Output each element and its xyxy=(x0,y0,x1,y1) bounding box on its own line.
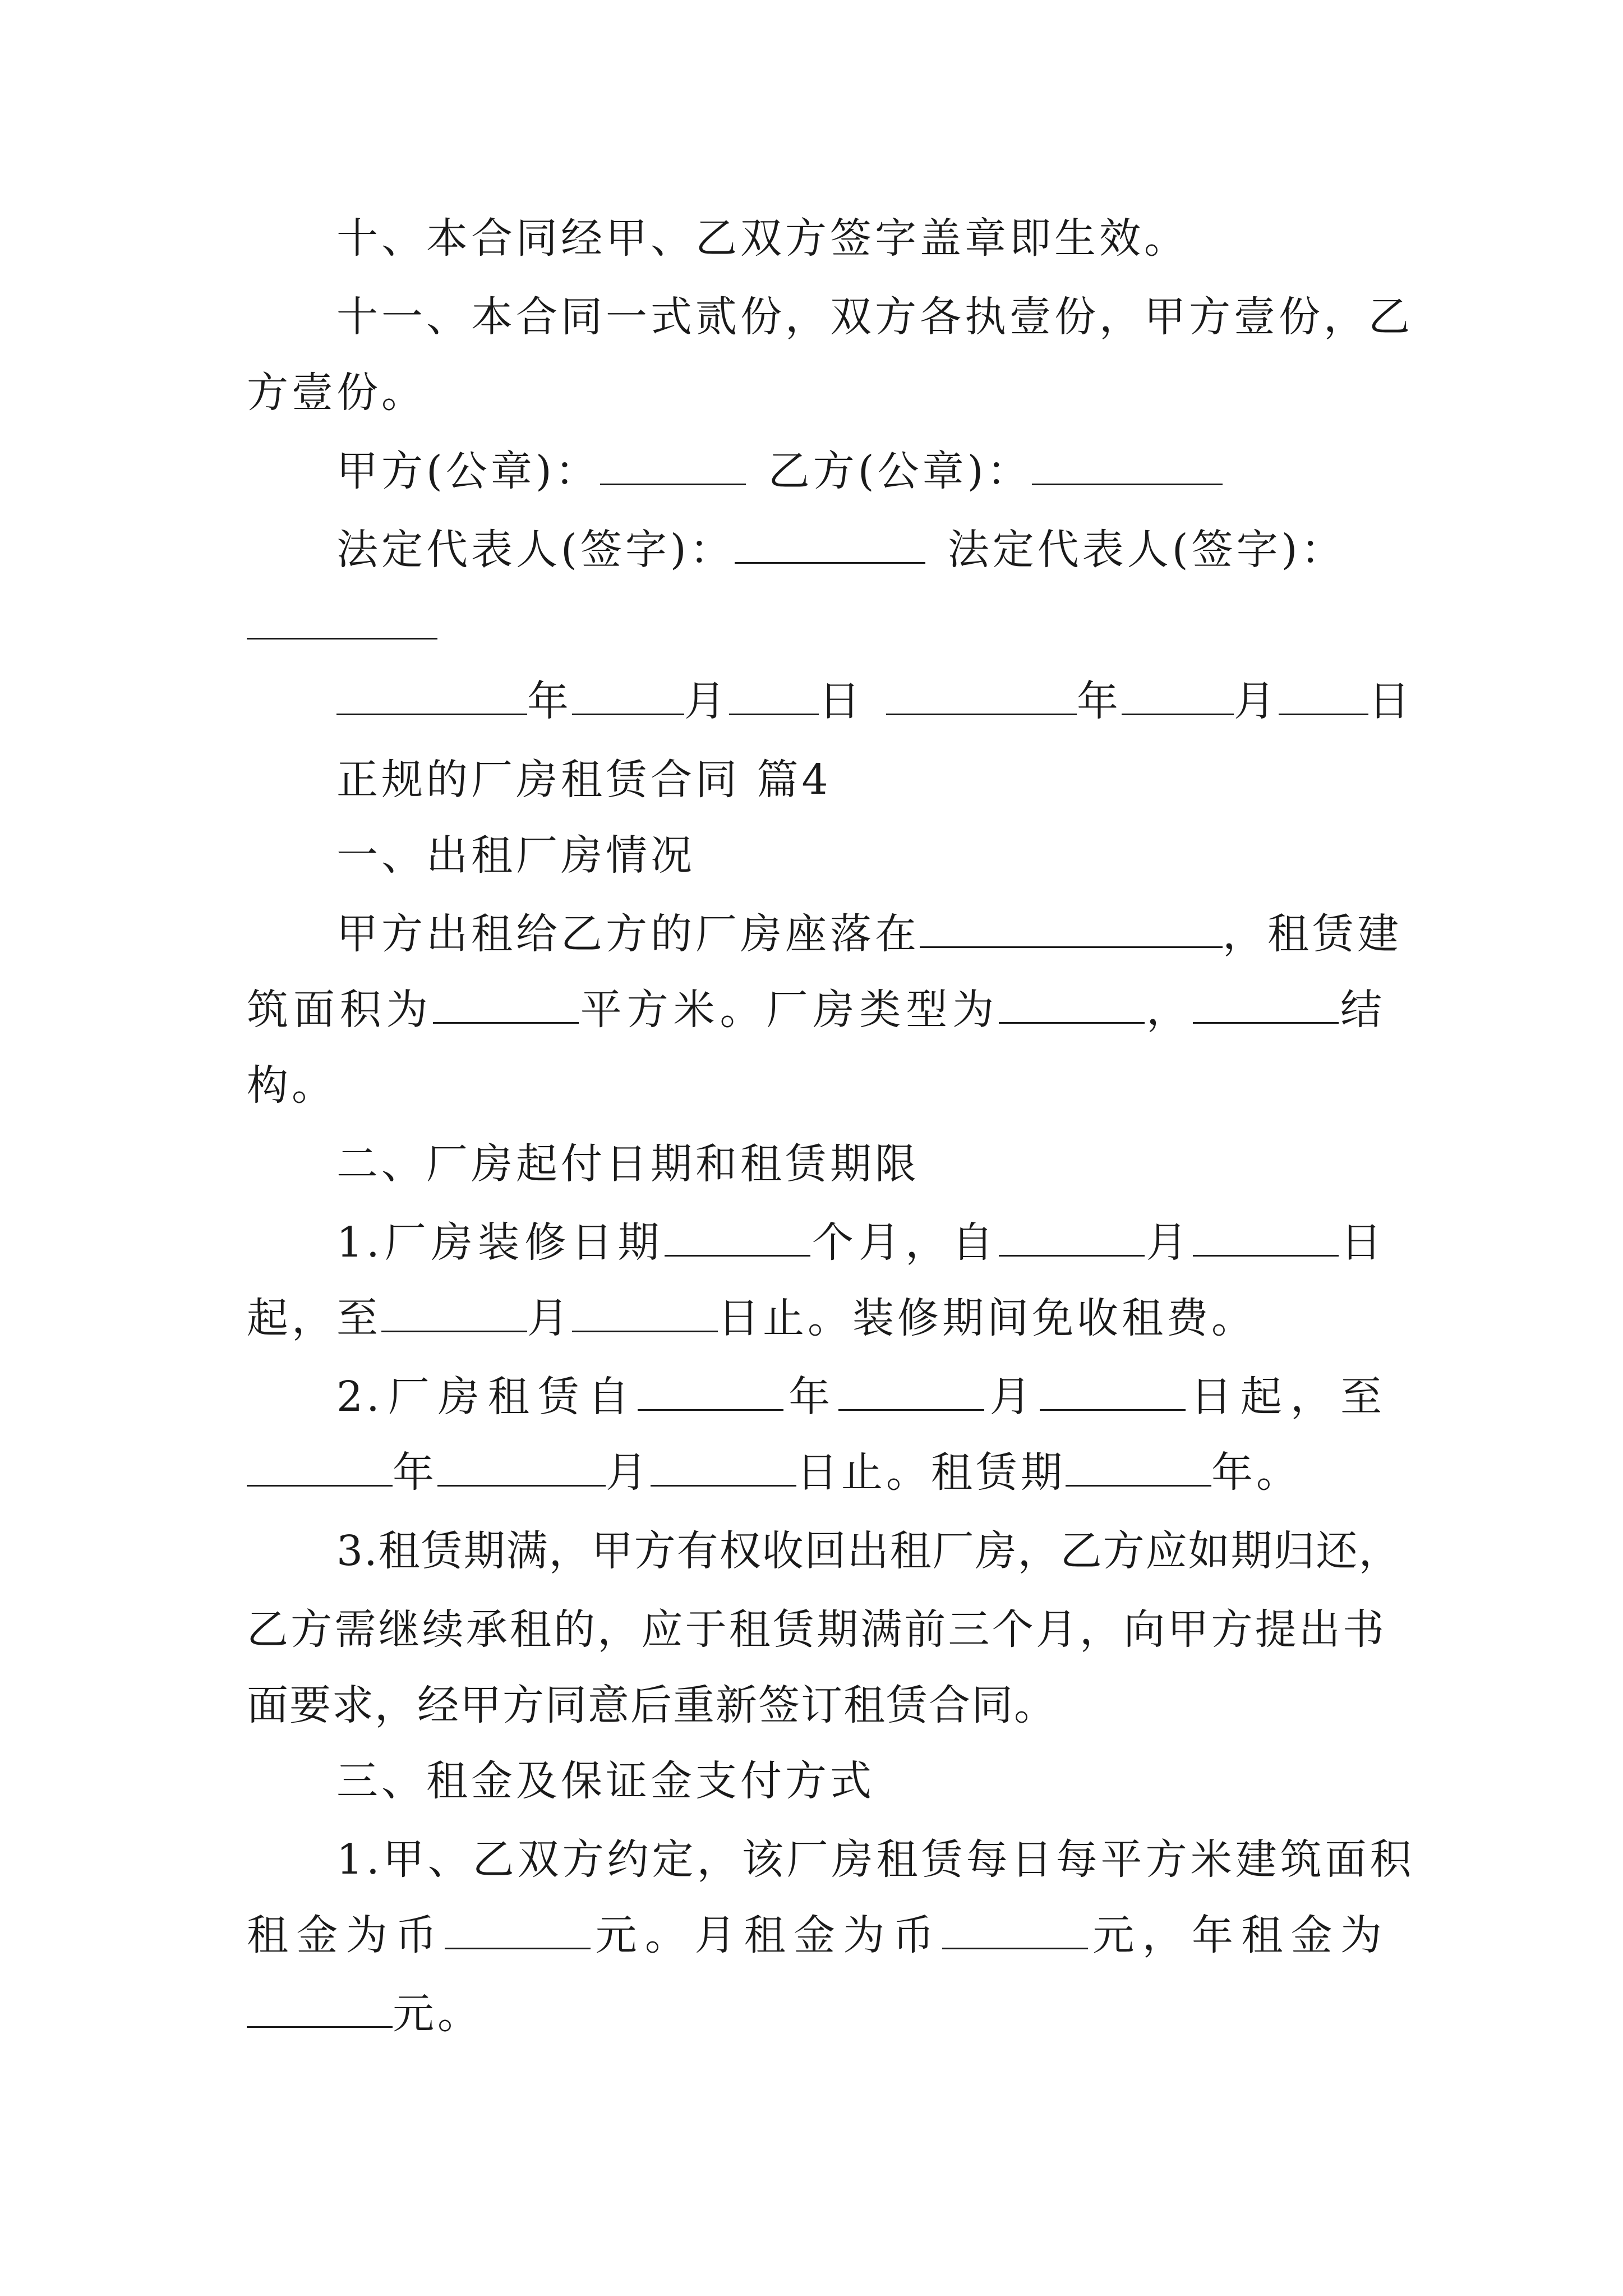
party-a-rep-blank xyxy=(735,527,925,564)
clause-11-line1: 十一、本合同一式贰份，双方各执壹份，甲方壹份，乙 xyxy=(336,293,1413,341)
seal-line xyxy=(336,443,1223,499)
section-heading: 正规的厂房租赁合同 篇4 xyxy=(336,756,832,804)
part-3-item1-line1: 1.甲、乙双方约定，该厂房租赁每日每平方米建筑面积 xyxy=(336,1835,1415,1884)
part-2-item2-line1: 2.厂房租赁自 年 月 日起，至 xyxy=(336,1373,1386,1421)
part-2-item2-line2: 年 月 日止。租赁期 年。 xyxy=(247,1444,1301,1501)
part-1-line3: 构。 xyxy=(247,1061,336,1110)
party-a-seal-blank xyxy=(600,449,746,485)
clause-10: 十、本合同经甲、乙双方签字盖章即生效。 xyxy=(336,214,1189,263)
part-3-item1-line3: 元。 xyxy=(247,1986,482,2042)
part-3-title: 三、租金及保证金支付方式 xyxy=(336,1757,875,1805)
party-b-seal-label: 乙方(公章)： xyxy=(768,447,1032,495)
party-b-rep-blank-line xyxy=(247,597,437,654)
part-2-item3-line1: 3.租赁期满，甲方有权收回出租厂房，乙方应如期归还， xyxy=(336,1527,1401,1575)
part-2-item3-line2: 乙方需继续承租的，应于租赁期满前三个月，向甲方提出书 xyxy=(247,1605,1385,1654)
party-b-rep-label: 法定代表人(签字)： xyxy=(947,526,1346,574)
part-3-item1-line2: 租金为币 元。月租金为币 元，年租金为 xyxy=(247,1911,1386,1959)
party-b-rep-blank xyxy=(247,603,437,639)
part-2-item1-line1: 1.厂房装修日期 个月，自 月 日 xyxy=(336,1218,1386,1267)
date-line: 年 月 日 年 月 日 xyxy=(336,673,1413,729)
representative-line xyxy=(336,522,1346,578)
part-2-title: 二、厂房起付日期和租赁期限 xyxy=(336,1140,920,1188)
party-a-rep-label: 法定代表人(签字)： xyxy=(336,526,735,574)
party-b-seal-blank xyxy=(1032,449,1223,485)
clause-11-line2: 方壹份。 xyxy=(247,369,426,417)
part-1-line2: 筑面积为 平方米。厂房类型为 ， 结 xyxy=(247,986,1386,1034)
party-a-seal-label: 甲方(公章)： xyxy=(336,447,600,495)
part-1-title: 一、出租厂房情况 xyxy=(336,831,695,880)
part-2-item1-line2: 起，至 月 日止。装修期间免收租费。 xyxy=(247,1294,1256,1342)
part-1-line1: 甲方出租给乙方的厂房座落在 ，租赁建 xyxy=(336,910,1402,958)
part-2-item3-line3: 面要求，经甲方同意后重新签订租赁合同。 xyxy=(247,1681,1057,1729)
